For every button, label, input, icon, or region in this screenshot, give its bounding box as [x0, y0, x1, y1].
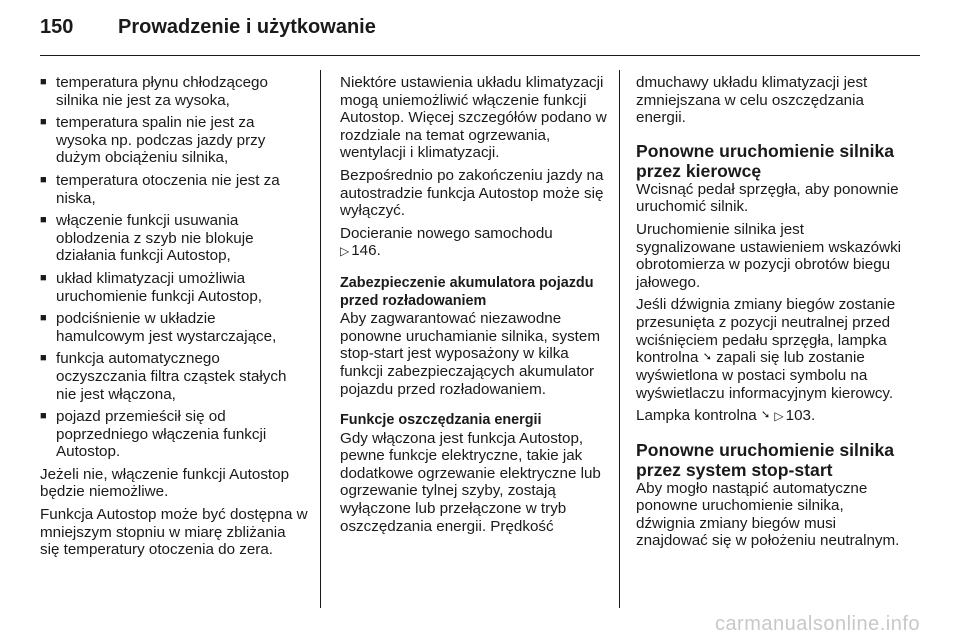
column-2 [340, 74, 608, 540]
page-ref-link[interactable]: 146. [351, 242, 381, 260]
page-title: Prowadzenie i użytkowanie [118, 16, 376, 38]
page-header [40, 16, 376, 39]
list-item: ■ układ klimatyzacji umożliwia uruchomienie funkcji Autostop, [40, 269, 262, 305]
gear-indicator-icon: ➘ [760, 409, 771, 422]
bullet-icon: ■ [40, 173, 47, 186]
subheading: Funkcje oszczędzania energii [340, 412, 542, 429]
paragraph: Aby zagwarantować niezawodne ponowne uruchamianie silnika, system stop-start jest wyposażony w kilka funkcji zabezpieczających akumulator pojazdu przed rozładowaniem. [340, 310, 601, 398]
bullet-icon: ■ [40, 312, 47, 325]
page-ref-arrow-icon: ▷ [340, 244, 350, 259]
column-divider-1 [320, 70, 321, 608]
condition-list [40, 74, 308, 461]
paragraph: dmuchawy układu klimatyzacji jest zmniejszana w celu oszczędzania energii. [636, 74, 868, 127]
bullet-icon: ■ [40, 352, 47, 365]
paragraph: Bezpośrednio po zakończeniu jazdy na autostradzie funkcja Autostop może się wyłączyć. [340, 166, 604, 220]
paragraph: Jeżeli nie, włączenie funkcji Autostop będzie niemożliwe. [40, 465, 290, 501]
bullet-icon: ■ [40, 116, 47, 129]
list-item: ■ temperatura spalin nie jest za wysoka np. podczas jazdy przy dużym obciążeniu silnika, [40, 114, 266, 167]
column-1 [40, 74, 308, 564]
page-ref-link[interactable]: 103. [785, 407, 816, 425]
column-3 [636, 74, 904, 555]
section-heading: Ponowne uruchomienie silnika przez kierowcę [636, 140, 895, 181]
gear-indicator-icon: ➘ [702, 351, 712, 364]
paragraph: Aby mogło nastąpić automatyczne ponowne uruchomienie silnika, dźwignia zmiany biegów musi znajdować się w położeniu neutralnym. [636, 479, 900, 550]
bullet-icon: ■ [40, 76, 47, 88]
bullet-icon: ■ [40, 271, 47, 284]
page-ref-arrow-icon: ▷ [774, 409, 784, 424]
paragraph: Lampka kontrolna ➘ ▷ 103. [636, 407, 816, 425]
list-item: ■ funkcja automatycznego oczyszczania filtra cząstek stałych nie jest włączona, [40, 350, 287, 403]
bullet-icon: ■ [40, 410, 47, 423]
page-number: 150 [40, 16, 74, 38]
paragraph: Gdy włączona jest funkcja Autostop, pewne funkcje elektryczne, takie jak dodatkowe ogrzewanie elektryczne lub ogrzewanie tylnej szyby, zostają wyłączone lub przełączone w tryb oszczędzania energii. Prędkość [340, 429, 601, 535]
watermark: carmanualsonline.info [714, 613, 920, 635]
paragraph: Uruchomienie silnika jest sygnalizowane ustawieniem wskazówki obrotomierza w pozycji obrotów biegu jałowego. [636, 220, 902, 291]
header-rule [40, 55, 920, 56]
paragraph: Jeśli dźwignia zmiany biegów zostanie przesunięta z pozycji neutralnej przed wciśnięciem pedału sprzęgła, lampka kontrolna ➘ zapali się lub zostanie wyświetlona w postaci symbolu na wyświetlaczu informacyjnym kierowcy. [636, 296, 896, 402]
subheading: Zabezpieczenie akumulatora pojazdu przed rozładowaniem [340, 274, 594, 309]
paragraph: Niektóre ustawienia układu klimatyzacji mogą uniemożliwić włączenie funkcji Autostop. Więcej szczegółów podano w rozdziale na temat ogrzewania, wentylacji i klimatyzacji. [340, 74, 607, 162]
list-item: ■ pojazd przemieścił się od poprzedniego włączenia funkcji Autostop. [40, 408, 267, 461]
list-item: ■ włączenie funkcji usuwania oblodzenia z szyb nie blokuje działania funkcji Autostop, [40, 212, 254, 265]
paragraph: Funkcja Autostop może być dostępna w mniejszym stopniu w miarę zbliżania się temperatury otoczenia do zera. [40, 506, 308, 559]
bullet-icon: ■ [40, 214, 47, 227]
column-divider-2 [619, 70, 620, 608]
paragraph: Wcisnąć pedał sprzęgła, aby ponownie uruchomić silnik. [636, 180, 899, 216]
list-item: ■ temperatura płynu chłodzącego silnika nie jest za wysoka, [40, 74, 268, 109]
list-item: ■ podciśnienie w układzie hamulcowym jest wystarczające, [40, 310, 277, 345]
list-item: ■ temperatura otoczenia nie jest za niska, [40, 171, 280, 207]
section-heading: Ponowne uruchomienie silnika przez system stop-start [636, 439, 895, 480]
paragraph: Docieranie nowego samochodu ▷ 146. [340, 224, 553, 260]
